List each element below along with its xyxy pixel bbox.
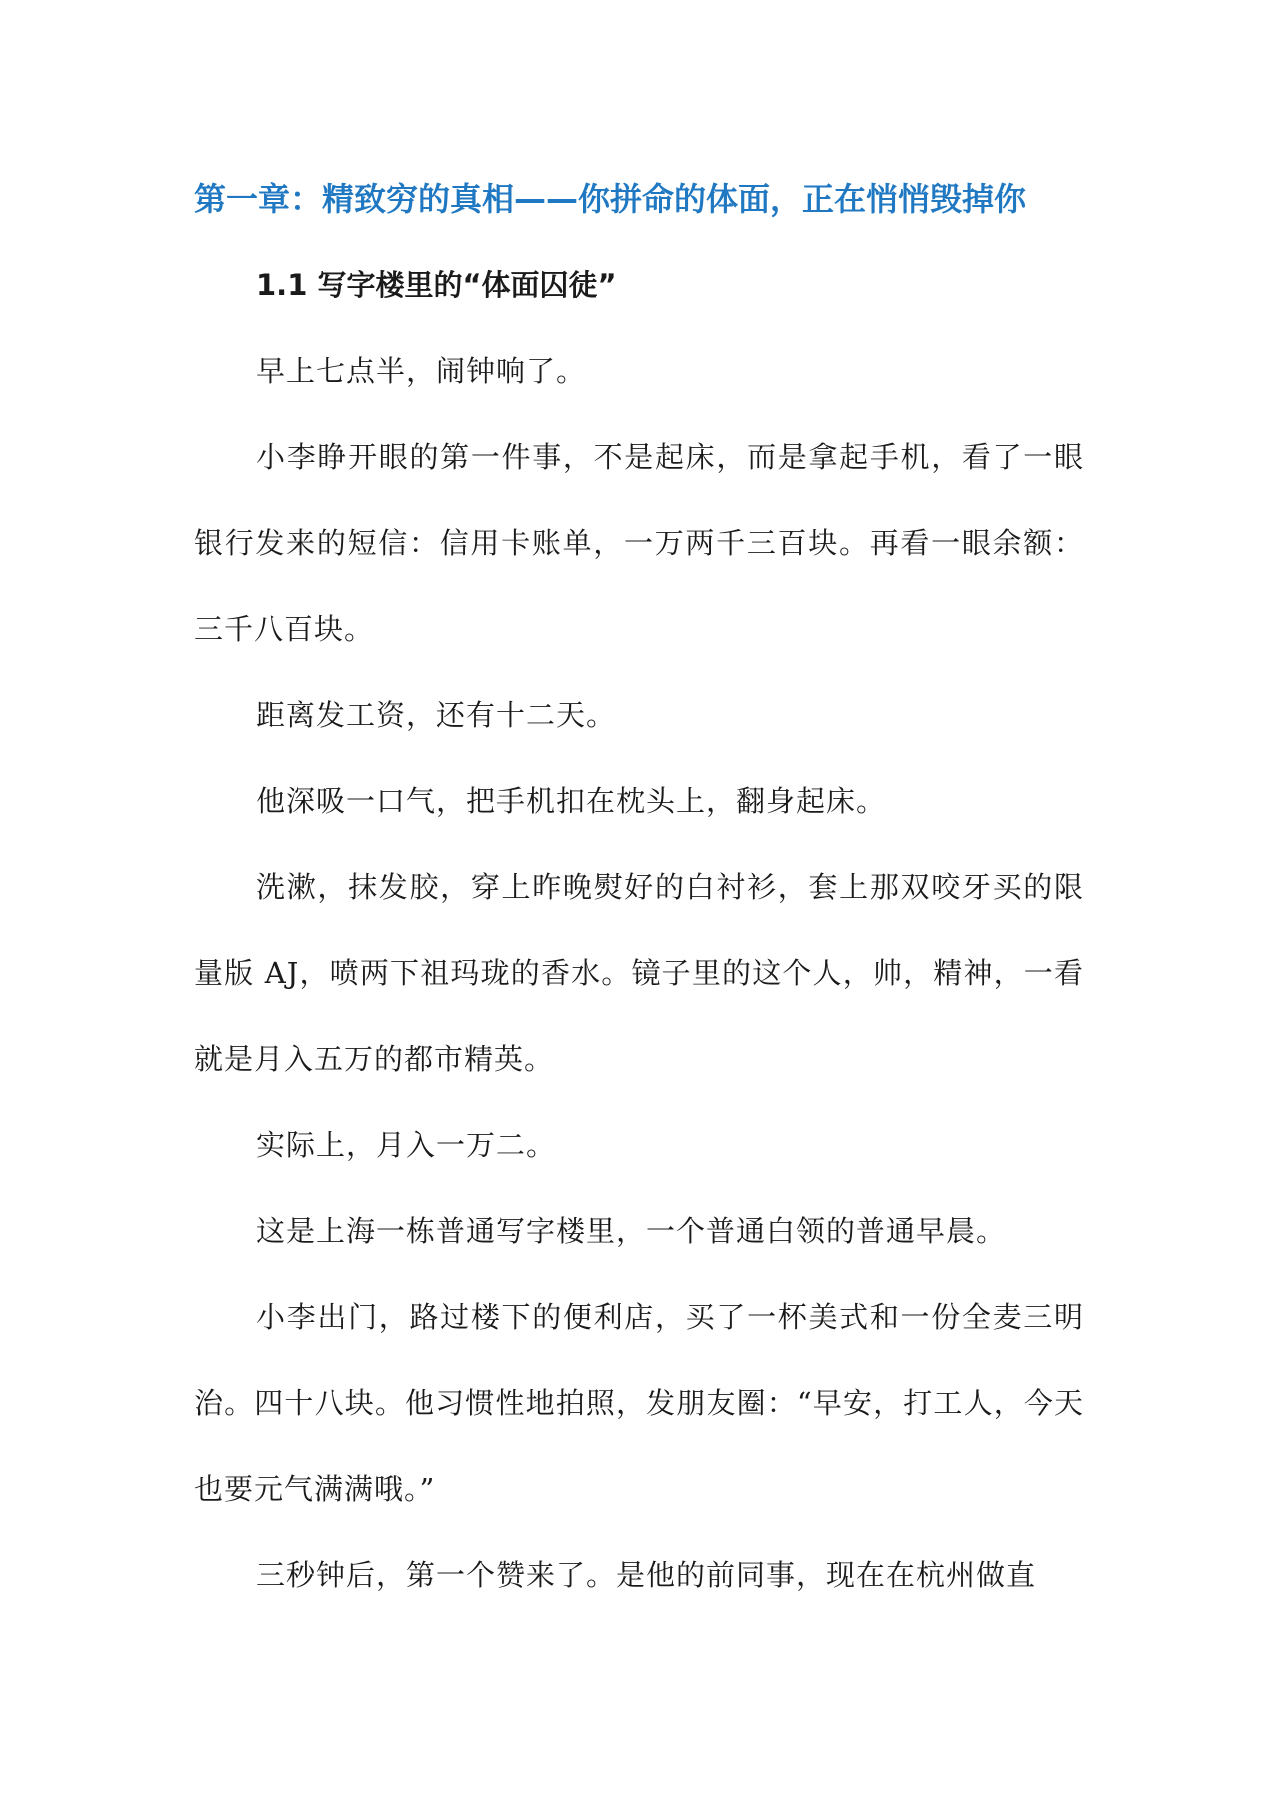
paragraph: 早上七点半，闹钟响了。 bbox=[256, 354, 587, 388]
paragraph: 这是上海一栋普通写字楼里，一个普通白领的普通早晨。 bbox=[256, 1214, 1007, 1248]
chapter-title: 第一章：精致穷的真相——你拼命的体面，正在悄悄毁掉你 bbox=[194, 180, 1027, 218]
paragraph: 三秒钟后，第一个赞来了。是他的前同事，现在在杭州做直 bbox=[256, 1558, 1037, 1592]
paragraph: 小李睁开眼的第一件事，不是起床，而是拿起手机，看了一眼银行发来的短信：信用卡账单，一万两千三百块。再看一眼余额：三千八百块。 bbox=[194, 440, 1084, 646]
paragraph: 实际上，月入一万二。 bbox=[256, 1128, 557, 1162]
paragraph: 他深吸一口气，把手机扣在枕头上，翻身起床。 bbox=[256, 784, 887, 818]
paragraph: 小李出门，路过楼下的便利店，买了一杯美式和一份全麦三明治。四十八块。他习惯性地拍照，发朋友圈：“早安，打工人，今天也要元气满满哦。” bbox=[194, 1300, 1084, 1506]
document-body bbox=[194, 156, 1084, 1618]
paragraph: 距离发工资，还有十二天。 bbox=[256, 698, 617, 732]
paragraph: 洗漱，抹发胶，穿上昨晚熨好的白衬衫，套上那双咬牙买的限量版 AJ，喷两下祖玛珑的香水。镜子里的这个人，帅，精神，一看就是月入五万的都市精英。 bbox=[194, 870, 1084, 1076]
section-title: 1.1 写字楼里的“体面囚徒” bbox=[256, 268, 617, 302]
